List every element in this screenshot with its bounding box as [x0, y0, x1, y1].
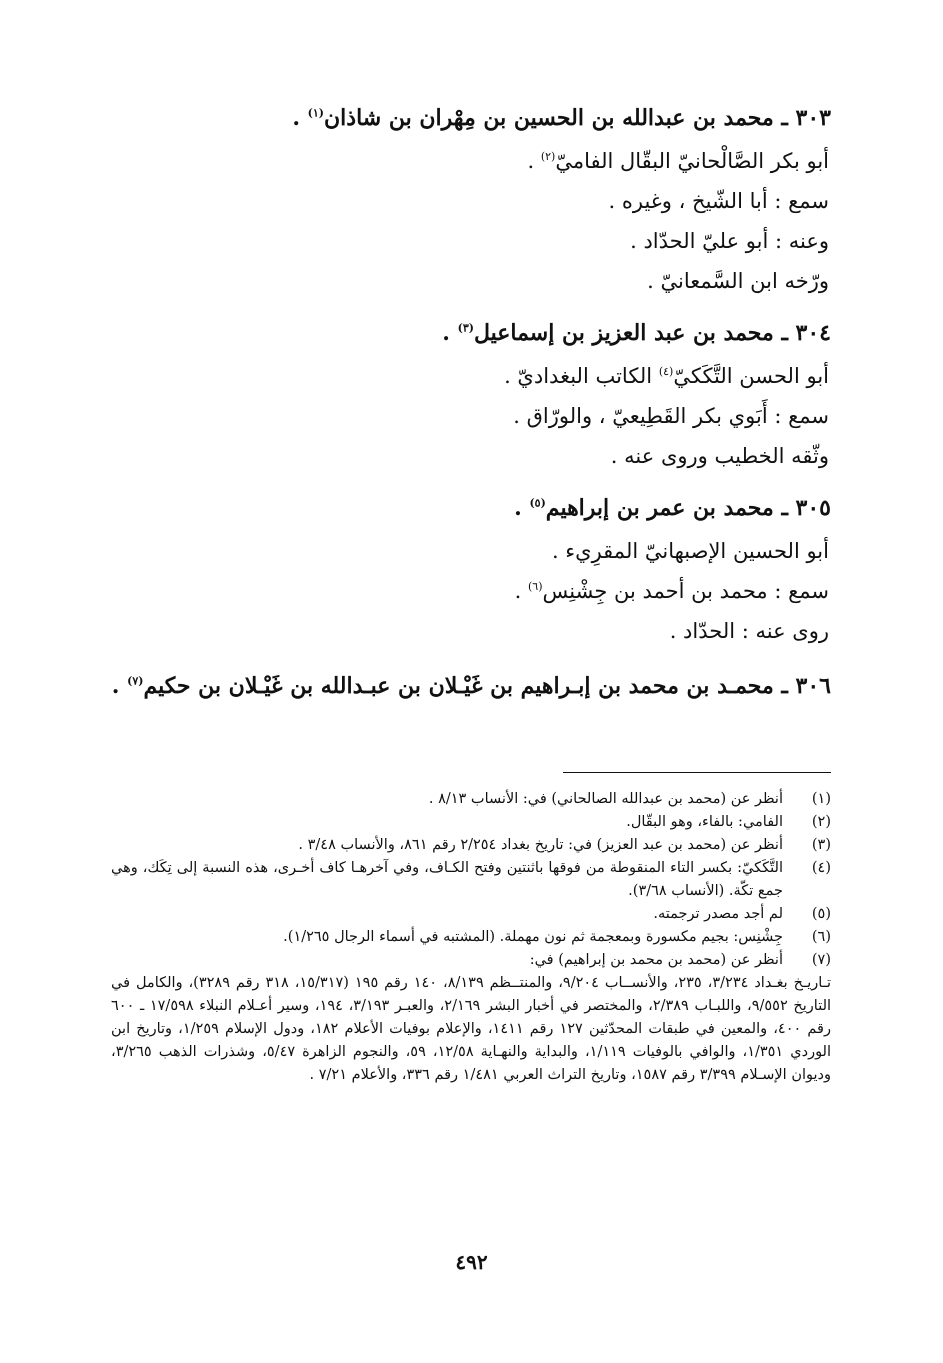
entry-306 — [111, 661, 831, 711]
footnote-number: (٤) — [811, 860, 831, 876]
footnote-text: أنظر عن (محمد بن محمد بن إبراهيم) في: — [529, 952, 783, 968]
entry-line: وثّقه الخطيب وروى عنه . — [610, 444, 829, 468]
entry-line: وعنه : أبو عليّ الحدّاد . — [630, 229, 829, 253]
entry-line: سمع : أَبَوي بكر القَطِيعيّ ، والورّاق . — [513, 404, 829, 428]
footnote-ref[interactable]: (١) — [307, 106, 324, 120]
footnote — [111, 788, 831, 811]
entry-304 — [111, 311, 831, 476]
footnote-ref[interactable]: (٦) — [528, 580, 543, 593]
footnote-text: جِشْنِس: بجيم مكسورة وبمعجمة ثم نون مهملة. (المشتبه في أسماء الرجال ١/٢٦٥). — [283, 929, 783, 945]
page-number: ٤٩٢ — [455, 1250, 488, 1274]
footnote-ref[interactable]: (٣) — [457, 321, 474, 335]
footnote-divider — [563, 772, 831, 773]
footnote-number: (٣) — [811, 837, 831, 853]
footnote-text: أنظر عن (محمد بن عبدالله الصالحاني) في: الأنساب ٨/١٣ . — [428, 791, 783, 807]
entry-heading: ٣٠٤ ـ محمد بن عبد العزيز بن إسماعيل$^{(٣)}$ . — [442, 320, 831, 346]
footnote-continuation: تـاريـخ بغـداد ٣/٢٣٤، ٢٣٥، والأنســاب ٩/٢٠٤، والمنتــظم ٨/١٣٩، ١٤٠ رقم ١٩٥ (١٥/٣١٧، ٣١٨ رقم ٣٢٨٩)، والكامل في التاريخ ٩/٥٥٢، واللبـاب ٢/٣٨٩، والمختصر في أخبار البشر ٢/١٦٩، والعبـر ٣/١٩٣، ١٩٤، وسير أعـلام النبلاء ١٧/٥٩٨ ـ ٦٠٠ رقم ٤٠٠، والمعين في طبقات المحدّثين ١٢٧ رقم ١٤١١، والإعلام بوفيات الأعلام ١٨٢، ودول الإسلام ١/٢٥٩، وتاريخ ابن الوردي ١/٣٥١، والوافي بالوفيات ١/١١٩، والبداية والنهـاية ١٢/٥٨، ٥٩، والنجوم الزاهرة ٥/٤٧، وشذرات الذهب ٣/٢٦٥، وديوان الإسـلام ٣/٣٩٩ رقم ١٥٨٧، وتاريخ التراث العربي ١/٤٨١ رقم ٣٣٦، والأعلام ٧/٢١ . — [111, 975, 832, 1083]
footnote-ref[interactable]: (٧) — [127, 674, 144, 688]
footnote-text: أنظر عن (محمد بن عبد العزيز) في: تاريخ بغداد ٢/٢٥٤ رقم ٨٦١، والأنساب ٣/٤٨ . — [298, 837, 783, 853]
entry-303 — [111, 96, 831, 301]
entry-line: أبو الحسن التَّكَكيّ$^{(٤)}$ الكاتب البغداديّ . — [504, 364, 829, 388]
footnote-text: الفامي: بالفاء، وهو البقّال. — [626, 814, 783, 830]
footnote-number: (١) — [811, 791, 831, 807]
footnote-text: التَّكَكيّ: بكسر التاء المنقوطة من فوقها باثنتين وفتح الكـاف، وفي آخرهـا كاف أخـرى، هذه النسبة إلى تِكَك، وهي جمع تكّة. (الأنساب ٣/٦٨). — [111, 860, 783, 899]
footnote-ref[interactable]: (٤) — [658, 365, 674, 378]
footnote-ref[interactable]: (٢) — [540, 150, 556, 163]
footnote-ref[interactable]: (٥) — [529, 496, 546, 510]
footnote-number: (٧) — [811, 952, 831, 968]
entry-line: أبو بكر الصَّالْحانيّ البقّال الفاميّ$^{(٢)}$ . — [527, 149, 829, 173]
entry-line: سمع : أبا الشّيخ ، وغيره . — [608, 189, 829, 213]
entry-305 — [111, 486, 831, 651]
footnote — [111, 834, 831, 857]
entry-heading: ٣٠٥ ـ محمد بن عمر بن إبراهيم$^{(٥)}$ . — [514, 495, 831, 521]
footnote-number: (٥) — [811, 906, 831, 922]
biography-entries — [111, 96, 831, 721]
entry-line: سمع : محمد بن أحمد بن جِشْنِس$^{(٦)}$ . — [514, 579, 829, 603]
footnote — [111, 857, 831, 903]
entry-heading: ٣٠٦ ـ محمـد بن محمد بن إبـراهيم بن غَيْـلان بن عبـدالله بن غَيْـلان بن حكيم$^{(٧)}$ . — [111, 673, 831, 699]
entry-line: أبو الحسين الإصبهانيّ المقرِيء . — [551, 539, 829, 563]
footnotes — [111, 788, 831, 1087]
footnote-number: (٢) — [811, 814, 831, 830]
footnote-number: (٦) — [811, 929, 831, 945]
entry-line: ورّخه ابن السَّمعانيّ . — [647, 269, 829, 293]
entry-heading: ٣٠٣ ـ محمد بن عبدالله بن الحسين بن مِهْران بن شاذان$^{(١)}$ . — [292, 105, 831, 131]
footnote — [111, 926, 831, 949]
footnote — [111, 949, 831, 972]
entry-line: روى عنه : الحدّاد . — [669, 619, 829, 643]
footnote-text: لم أجد مصدر ترجمته. — [653, 906, 783, 922]
footnote — [111, 903, 831, 926]
footnote — [111, 811, 831, 834]
